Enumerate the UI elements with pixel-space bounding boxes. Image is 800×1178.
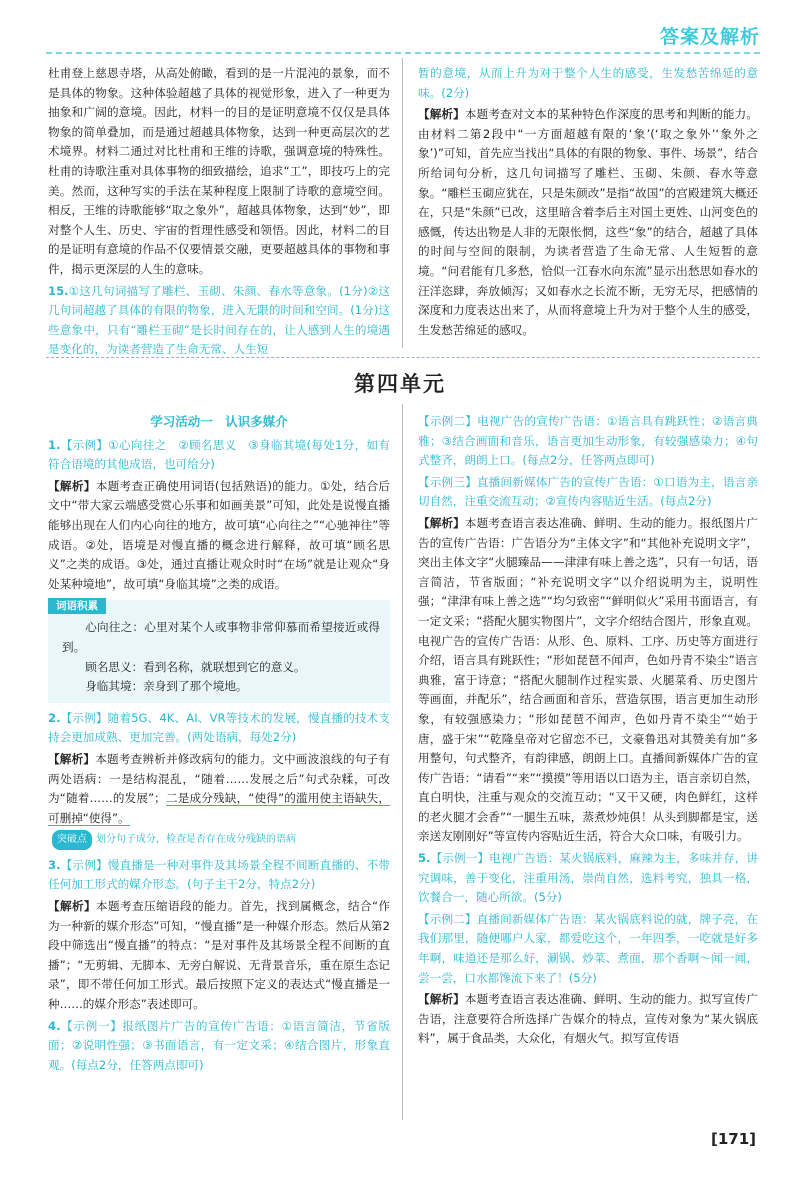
- tip-text: 划分句子成分，检查是否存在成分残缺的语病: [96, 834, 296, 846]
- q4-example-2: 【示例二】电视广告的宣传广告语：①语言具有跳跃性；②语言典雅；③结合画面和音乐，语言更加生动形象，有较强感染力；④句式整齐，朗朗上口。(每点2分，任答两点即可): [418, 414, 758, 468]
- q15-number: 15.: [48, 283, 69, 298]
- q1-analysis-text: 本题考查正确使用词语(包括熟语)的能力。①处，结合后文中“带大家云端感受赏心乐事和如画美景”可知，此处是说慢直播能够出现在人们内心向往的地方，故可填“心向往之”“心驰神往”等成语。②处，语境是对慢直播的概念进行解释，故可填“顾名思义”之类的成语。③处，通过直播让观众时时“在场”就是让观众“身处某种境地”，故可填“身临其境”之类的成语。: [48, 478, 390, 591]
- q3-number: 3.: [48, 857, 61, 872]
- q2-number: 2.: [48, 710, 61, 725]
- q15-analysis-text: 本题考查对文本的某种特色作深度的思考和判断的能力。由材料二第2段中“一方面超越有限的‘象’(‘取之象外’‘象外之象’)”可知，首先应当找出“具体的有限的物象、事件、场景”，结合所给词句分析，这几句词描写了雕栏、玉砌、朱颜、春水等意象。“雕栏玉砌应犹在，只是朱颜改”是指“故国”的宫殿建筑大概还在，只是“朱颜”已改，这里暗含着李后主对国土更姓、山河变色的感慨，传达出物是人非的无限怅惘，这些“象”的结合，超越了具体的时间与空间的限制，为读者营造了生命无常、人生短暂的意境。“问君能有几多愁，恰似一江春水向东流”显示出愁思如春水的汪洋恣肆，奔放倾泻；又如春水之长流不断，无穷无尽，把感情的深度和力度表达出来了，从而将意境上升为对于整个人生的感受，生发愁苦绵延的感叹。: [418, 107, 758, 337]
- q5-example-1: 【示例一】电视广告语：某火锅底料，麻辣为主，多味并存，讲究调味，善于变化，注重用汤，崇尚自然，选料考究，独具一格，饮餐合一，随心所欲。(5分): [418, 851, 758, 905]
- analysis-tag: 【解析】: [418, 992, 465, 1007]
- analysis-tag: 【解析】: [48, 478, 96, 493]
- header-title: 答案及解析: [659, 26, 760, 48]
- column-divider-bottom: [402, 404, 403, 1120]
- analysis-tag: 【解析】: [48, 751, 96, 766]
- vocab-item-3: 身临其境：亲身到了那个境地。: [85, 679, 248, 694]
- vocabulary-box-title: 词语积累: [48, 598, 106, 614]
- material-explanation: 杜甫登上慈恩寺塔，从高处俯瞰，看到的是一片混沌的景象，而不是具体的物象。这种体验超越了具体的视觉形象，进入了一种更为抽象和广阔的意境。因此，材料一的目的是证明意境不仅仅是具体物象的简单叠加，而是通过超越具体物象，达到一种更高层次的艺术境界。材料二通过对比杜甫和王维的诗歌，强调意境的特殊性。杜甫的诗歌注重对具体事物的细致描绘，追求“工”，即技巧上的完美。然而，这种写实的手法在某种程度上限制了诗歌的意境空间。相反，王维的诗歌能够“取之象外”，超越具体物象，达到“妙”，即对整个人生、历史、宇宙的哲理性感受和领悟。因此，材料二的目的是证明有意境的作品不仅要情景交融，更要超越具体的事物和事件，揭示更深层的人生的意味。: [48, 66, 390, 276]
- right-column: [418, 412, 758, 1051]
- q15-answer-text: ①这几句词描写了雕栏、玉砌、朱颜、春水等意象。(1分)②这几句词超越了具体的有限的物象，进入无限的时间和空间。(1分)这些意象中，只有“雕栏玉砌”是长时间存在的，让人感到人生的境遇是变化的，为读者营造了生命无常、人生短: [48, 283, 390, 357]
- q3-analysis-text: 本题考查压缩语段的能力。首先，找到属概念，结合“作为一种新的媒介形态”可知，“慢直播”是一种媒介形态。然后从第2段中筛选出“慢直播”的特点：“是对事件及其场景全程不间断的直播”；“无剪辑、无脚本、无旁白解说、无背景音乐，重在原生态记录”，即不带任何加工形式。最后按照下定义的表达式“慢直播是一种……的媒介形态”表述即可。: [48, 899, 390, 1012]
- q3-answer-text: 【示例】慢直播是一种对事件及其场景全程不间断直播的、不带任何加工形式的媒介形态。(句子主干2分，特点2分): [48, 857, 390, 892]
- q1-analysis: [48, 477, 390, 595]
- tip-note: [52, 830, 390, 850]
- q4-example-3: 【示例三】直播间新媒体广告的宣传广告语：①口语为主，语言亲切自然，注重交流互动；②宣传内容贴近生活。(每点2分): [418, 474, 758, 509]
- q3-answer: [48, 856, 390, 895]
- q5-number: 5.: [418, 851, 431, 866]
- q4-analysis: [418, 514, 758, 847]
- q15-analysis: [418, 105, 758, 340]
- analysis-tag: 【解析】: [418, 515, 465, 530]
- q3-analysis: [48, 897, 390, 1015]
- q2-analysis-text-b: 二是成分残缺，“使得”的滥用使主语缺失，可删掉“使得”。: [48, 791, 391, 825]
- vocab-item-2: 顾名思义：看到名称，就联想到它的意义。: [85, 659, 306, 674]
- left-column: [48, 412, 390, 1077]
- q5-analysis-text: 本题考查语言表达准确、鲜明、生动的能力。拟写宣传广告语，注意要符合所选择广告媒介的特点，宣传对象为“某火锅底料”，属于食品类，大众化，有烟火气。拟写宣传语: [418, 992, 758, 1046]
- activity-title: 学习活动一 认识多媒介: [150, 414, 288, 429]
- q5-answer: [418, 849, 758, 908]
- unit-title: 第四单元: [354, 372, 446, 396]
- q2-answer: [48, 709, 390, 748]
- q2-answer-text: 【示例】随着5G、4K、AI、VR等技术的发展，慢直播的技术支持会更加成熟、更加完善。(两处语病，每处2分): [48, 710, 390, 745]
- q1-answer: [48, 436, 390, 475]
- q5-analysis: [418, 990, 758, 1049]
- q4-answer-text: 【示例一】报纸图片广告的宣传广告语：①语言简洁，节省版面；②说明性强；③书面语言，有一定文采；④结合图片，形象直观。(每点2分，任答两点即可): [48, 1018, 390, 1072]
- q2-analysis: [48, 750, 390, 828]
- q2-analysis-text-a: 本题考查辨析并修改病句的能力。文中画波浪线的句子有两处语病：一是结构混乱，“随着……发展之后”句式杂糅，可改为“随着……的发展”；: [48, 751, 390, 806]
- page-number: [171]: [710, 1130, 756, 1148]
- header-divider: [46, 52, 760, 54]
- q4-number: 4.: [48, 1018, 61, 1033]
- q15-answer-continued: 暂的意境，从而上升为对于整个人生的感受，生发愁苦绵延的意味。(2分): [418, 66, 758, 100]
- analysis-tag: 【解析】: [48, 899, 96, 914]
- unit-divider: [46, 357, 760, 358]
- column-divider-top: [402, 58, 403, 348]
- vocab-item-1: 心向往之：心里对某个人或事物非常仰慕而希望接近或得到。: [62, 620, 380, 654]
- q15-answer: [48, 282, 390, 360]
- q1-answer-text: 【示例】①心向往之 ②顾名思义 ③身临其境(每处1分，如有符合语境的其他成语，也可给分): [48, 437, 390, 472]
- q4-answer: [48, 1017, 390, 1076]
- q4-analysis-text: 本题考查语言表达准确、鲜明、生动的能力。报纸图片广告的宣传广告语：广告语分为“主体文字”和“其他补充说明文字”，突出主体文字“火腿臻品——津津有味上善之选”，只有一句话，语言简洁，节省版面；“补充说明文字”以介绍说明为主，说明性强；“津津有味上善之选”“均匀致密”“鲜明似火”采用书面语言，有一定文采；“搭配火腿实物图片”，文字介绍结合图片，形象直观。电视广告的宣传广告语：从形、色、原料、工序、历史等方面进行介绍，语言具有跳跃性；“形如琵琶不闻声，色如丹青不染尘”语言典雅，富于诗意；“搭配火腿制作过程实景、火腿菜肴、历史图片等画面，并配乐”，结合画面和音乐，营造氛围，语言更加生动形象，有较强感染力；“形如琵琶不闻声，色如丹青不染尘”“始于唐，盛于宋”“乾隆皇帝对它留恋不已，文豪鲁迅对其赞美有加”多用整句，句式整齐，有韵律感，朗朗上口。直播间新媒体广告的宣传广告语：“请看”“来”“摸摸”等用语以口语为主，语言亲切自然，直白明快，注重与观众的交流互动；“又干又硬，肉色鲜红，这样的老火腿才会香”“一腿生五味，蒸煮炒炖俱！从头到脚都是宝，送亲送友刚刚好”等宣传内容贴近生活，符合大众口味，有吸引力。: [418, 515, 758, 844]
- right-top-column: [418, 64, 758, 342]
- vocabulary-box: [48, 600, 390, 702]
- analysis-tag: 【解析】: [418, 107, 465, 122]
- q1-number: 1.: [48, 437, 61, 452]
- tip-badge: 突破点: [52, 830, 92, 850]
- q5-example-2: 【示例二】直播间新媒体广告语：某火锅底料说的就，牌子亮，在我们那里，随便哪户人家，都爱吃这个，一年四季，一吃就是好多年啊，味道还是那么好，涮锅、炒菜、煮面，那个香啊～闻一闻，尝一尝，口水都馋流下来了！(5分): [418, 911, 758, 985]
- left-top-column: [48, 64, 390, 362]
